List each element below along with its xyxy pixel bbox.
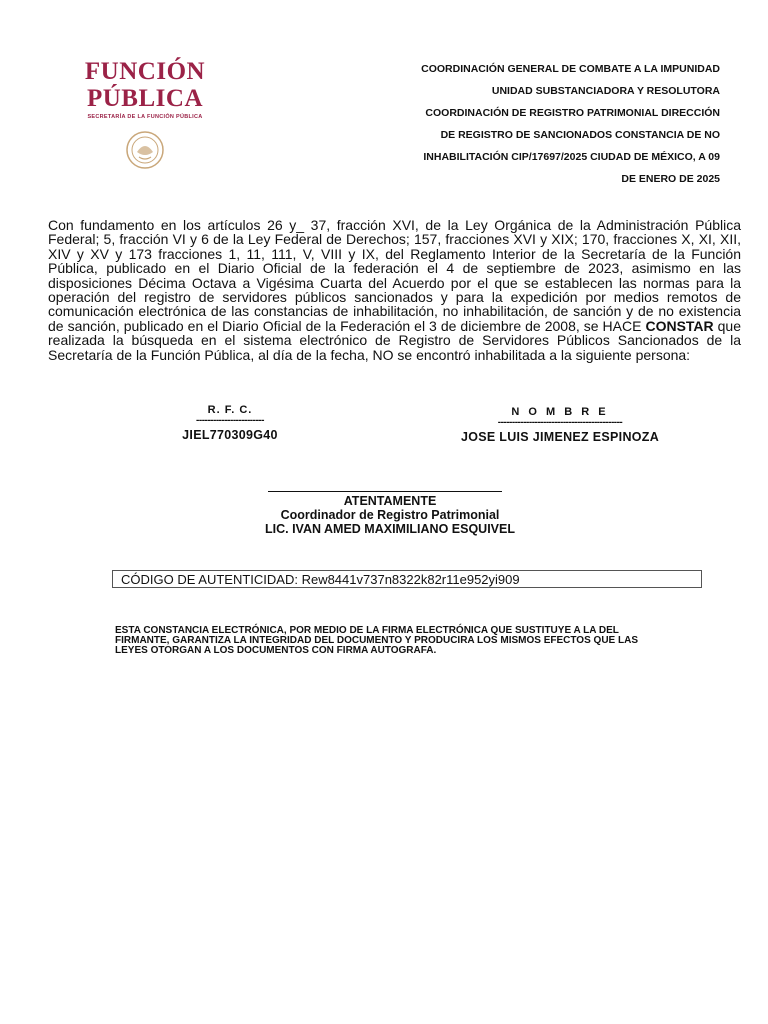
rfc-label: R. F. C. <box>207 404 253 416</box>
rfc-value: JIEL770309G40 <box>182 428 278 442</box>
nombre-divider: -------------------------------------------- <box>497 417 623 428</box>
header-line: UNIDAD SUBSTANCIADORA Y RESOLUTORA <box>491 85 720 97</box>
signature-name: LIC. IVAN AMED MAXIMILIANO ESQUIVEL <box>264 522 515 536</box>
signature-role: Coordinador de Registro Patrimonial <box>280 508 500 522</box>
authenticity-code: CÓDIGO DE AUTENTICIDAD: Rew8441v737n8322k82r11e952yi909 <box>121 572 520 587</box>
document-header <box>360 58 720 190</box>
signature-closing: ATENTAMENTE <box>343 494 437 508</box>
paragraph-text-2: que realizada la búsqueda en el sistema electrónico de Registro de Servidores Públicos Sancionados de la Secretaría de la Función Pública, al día de la fecha, NO se encontró inhabilitada a la siguiente persona: <box>48 317 742 363</box>
paragraph-text-1: Con fundamento en los artículos 26 y_ 37, fracción XVI, de la Ley Orgánica de la Administración Pública Federal; 5, fracción VI y 6 de la Ley Federal de Derechos; 157, fracciones XVI y XIX; 170, fracciones X, XI, XII, XIV y XV y 173 fracciones 1, 11, 111, V, VIII y IX, del Reglamento Interior de la Secretaría de la Función Pública, publicado en el Diario Oficial de la federación el 4 de septiembre de 2023, asimismo en las disposiciones Décima Octava a Vigésima Cuarta del Acuerdo por el que se establecen las normas para la operación del registro de servidores públicos sancionados y para la expedición por medios remotos de comunicación electrónica de las constancias de inhabilitación, no inhabilitación, de sanción y de no existencia de sanción, publicado en el Diario Oficial de la Federación el 3 de diciembre de 2008, se HACE <box>48 217 741 334</box>
header-line: DE REGISTRO DE SANCIONADOS CONSTANCIA DE NO <box>440 129 720 141</box>
signature-block <box>200 494 580 536</box>
logo-line-2: PÚBLICA <box>86 85 203 112</box>
header-line: COORDINACIÓN GENERAL DE COMBATE A LA IMPUNIDAD <box>421 63 720 75</box>
authenticity-code-box <box>112 570 702 588</box>
legal-basis-paragraph <box>48 218 741 362</box>
electronic-signature-notice: ESTA CONSTANCIA ELECTRÓNICA, POR MEDIO DE LA FIRMA ELECTRÓNICA QUE SUSTITUYE A LA DEL FIRMANTE, GARANTIZA LA INTEGRIDAD DEL DOCUMENTO Y PRODUCIRA LOS MISMOS EFECTOS QUE LAS LEYES OTORGAN A LOS DOCUMENTOS CON FIRMA AUTOGRAFA. <box>115 625 638 656</box>
nombre-label: N O M B R E <box>511 406 609 418</box>
logo-line-1: FUNCIÓN <box>84 58 206 85</box>
signature-line <box>268 491 502 492</box>
header-line: COORDINACIÓN DE REGISTRO PATRIMONIAL DIRECCIÓN <box>425 107 720 119</box>
header-line: INHABILITACIÓN CIP/17697/2025 CIUDAD DE MÉXICO, A 09 <box>423 151 720 163</box>
nombre-block <box>440 406 680 444</box>
logo-subtitle: SECRETARÍA DE LA FUNCIÓN PÚBLICA <box>87 114 203 120</box>
nombre-value: JOSE LUIS JIMENEZ ESPINOZA <box>460 430 660 444</box>
national-seal-icon <box>125 130 165 170</box>
header-line: DE ENERO DE 2025 <box>621 173 720 185</box>
rfc-block <box>170 404 290 442</box>
funcion-publica-logo <box>70 58 220 170</box>
paragraph-emphasis: CONSTAR <box>645 317 714 334</box>
rfc-divider: ------------------------ <box>196 415 264 426</box>
